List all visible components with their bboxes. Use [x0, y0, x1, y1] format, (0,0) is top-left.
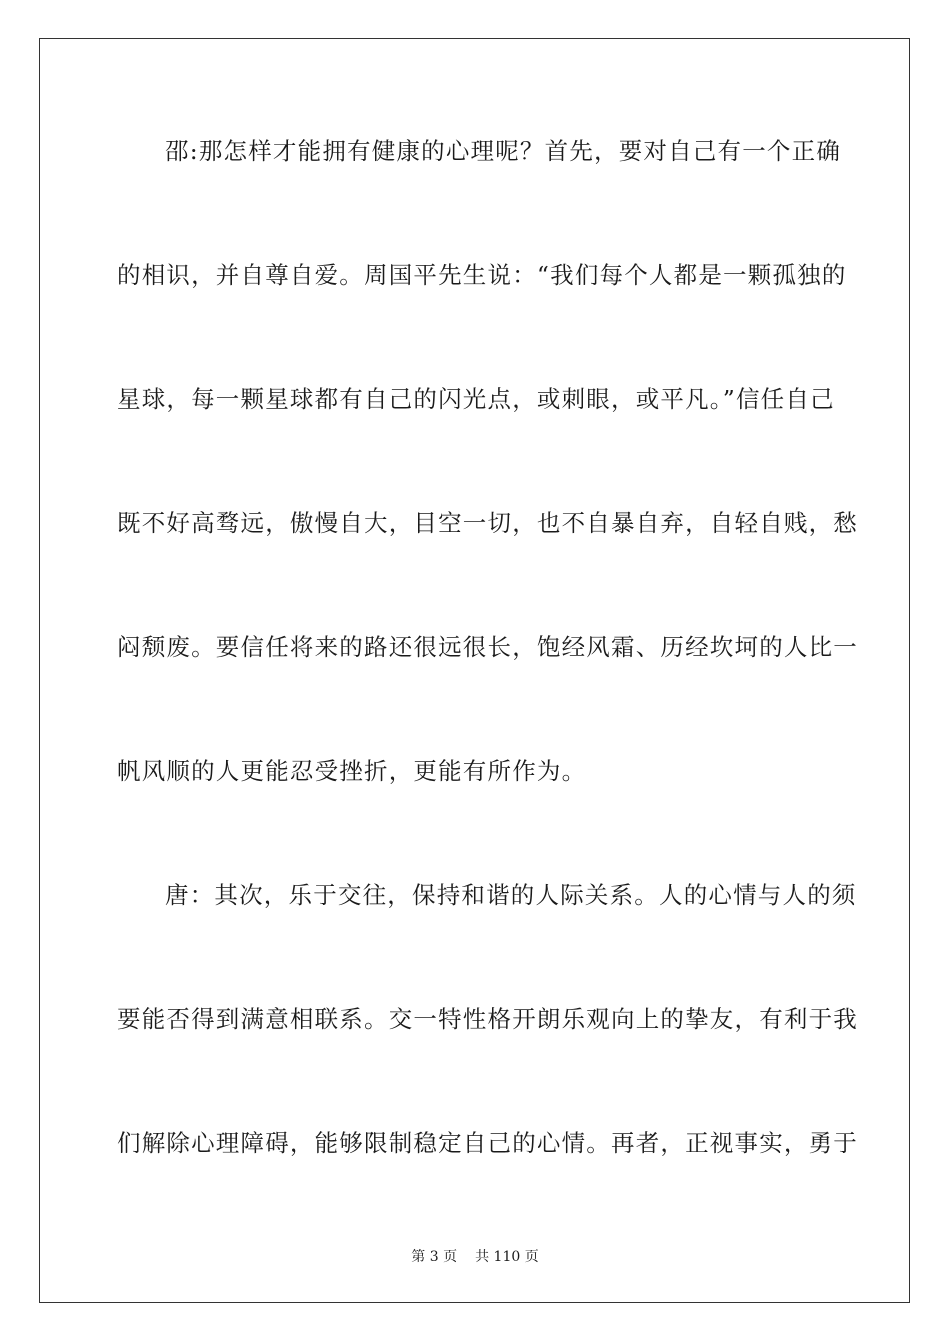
- page-footer: [0, 1247, 950, 1267]
- paragraph-1-line-5: 闷颓废。要信任将来的路还很远很长，饱经风霜、历经坎坷的人比一: [117, 633, 858, 661]
- page-number: 第 3 页: [411, 1249, 458, 1265]
- paragraph-1-line-2: 的相识，并自尊自爱。周国平先生说：“我们每个人都是一颗孤独的: [117, 261, 847, 289]
- page-border: [39, 38, 910, 1303]
- total-pages: 共 110 页: [475, 1249, 539, 1265]
- paragraph-2-line-1: 唐：其次，乐于交往，保持和谐的人际关系。人的心情与人的须: [165, 881, 857, 909]
- paragraph-1-line-4: 既不好高骛远，傲慢自大，目空一切，也不自暴自弃，自轻自贱，愁: [117, 509, 858, 537]
- paragraph-2-line-3: 们解除心理障碍，能够限制稳定自己的心情。再者，正视事实，勇于: [117, 1129, 858, 1157]
- paragraph-1-line-1: 邵:那怎样才能拥有健康的心理呢？首先，要对自己有一个正确: [165, 137, 842, 165]
- paragraph-2-line-2: 要能否得到满意相联系。交一特性格开朗乐观向上的挚友，有利于我: [117, 1005, 858, 1033]
- paragraph-1-line-3: 星球，每一颗星球都有自己的闪光点，或刺眼，或平凡。”信任自己: [117, 385, 835, 413]
- paragraph-1-line-6: 帆风顺的人更能忍受挫折，更能有所作为。: [117, 757, 587, 785]
